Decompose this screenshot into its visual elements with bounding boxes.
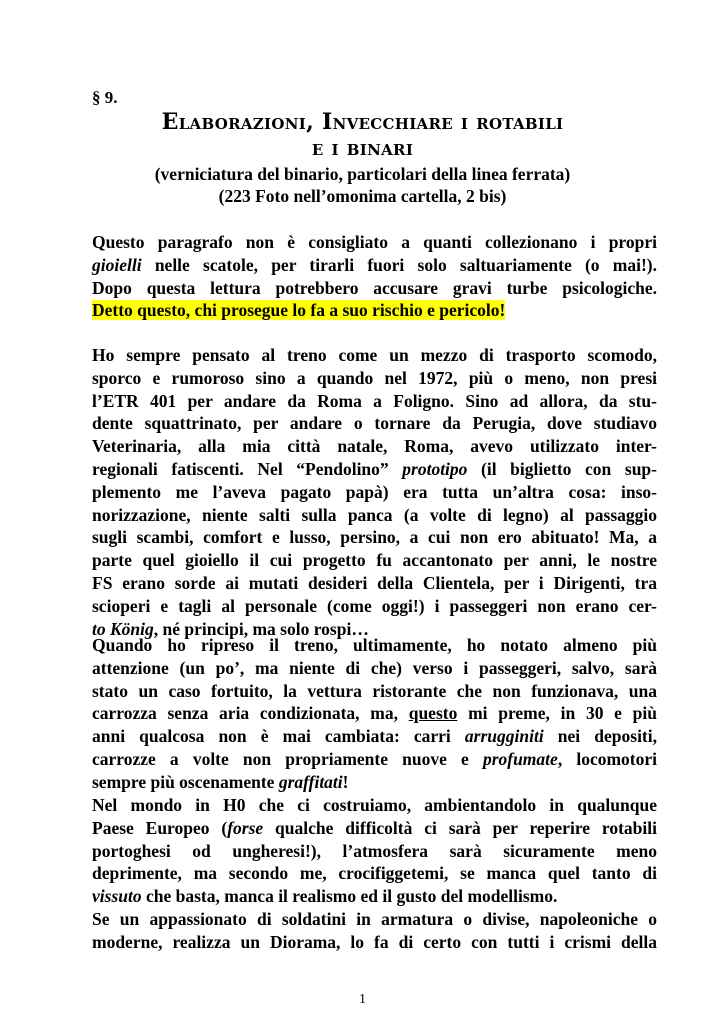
text-line: Questo paragrafo non è consigliato a quanti collezionano i propri [92, 232, 657, 252]
text-line: attenzione (un po’, ma niente di che) verso i passeggeri, salvo, sarà [92, 657, 657, 678]
subtitle-line-1: (verniciatura del binario, particolari della linea ferrata) [154, 164, 571, 184]
paragraph-warning [92, 231, 657, 322]
text-line: scioperi e tagli al personale (come oggi!) i passeggeri non erano cer- [92, 595, 657, 616]
highlighted-warning: Detto questo, chi prosegue lo fa a suo rischio e pericolo! [92, 300, 506, 321]
text-line [92, 771, 657, 794]
text-fragment: , né principi, ma solo rospi… [153, 618, 369, 639]
text-line: dente squattrinato, per andare o tornare da Perugia, dove studiavo [92, 413, 657, 434]
text-line: FS erano sorde ai mutati desideri della Clientela, per i Dirigenti, tra [92, 572, 657, 593]
text-line: sugli scambi, comfort e lusso, persino, a cui non ero abituato! Ma, a [92, 527, 657, 548]
emphasis-text: vissuto [92, 886, 142, 907]
text-line [92, 725, 657, 748]
underlined-text: questo [408, 703, 458, 724]
paragraph-memories [92, 344, 657, 640]
paragraph-recent-trip [92, 634, 657, 794]
text-line: Nel mondo in H0 che ci costruiamo, ambientandolo in qualunque [92, 795, 657, 815]
paragraph-h0-world [92, 794, 657, 908]
chapter-title-line-1: Elaborazioni, Invecchiare i rotabili [161, 109, 564, 135]
section-number: § 9. [92, 88, 118, 107]
emphasis-text: to König [92, 618, 154, 639]
text-fragment: Paese Europeo ( [92, 817, 228, 838]
text-line: parte quel gioiello il cui progetto fu accantonato per anni, le nostre [92, 550, 657, 571]
page-number: 1 [359, 992, 366, 1007]
emphasis-text: forse [227, 817, 264, 838]
text-line [92, 817, 657, 840]
text-fragment: nei depositi, [543, 726, 657, 747]
text-line: Dopo questa lettura potrebbero accusare gravi turbe psicologiche. [92, 277, 657, 298]
text-line: stato un caso fortuito, la vettura ristorante che non funzionava, una [92, 680, 657, 701]
text-fragment: sempre più oscenamente [92, 771, 279, 792]
text-fragment: carrozza senza aria condizionata, ma, [92, 703, 409, 724]
text-line [92, 299, 657, 322]
text-line: Se un appassionato di soldatini in armatura o divise, napoleoniche o [92, 909, 657, 929]
text-fragment: qualche difficoltà ci sarà per reperire rotabili [263, 817, 657, 838]
text-line: l’ETR 401 per andare da Roma a Foligno. Sino ad allora, da stu- [92, 390, 657, 411]
subtitle-line-2: (223 Foto nell’omonima cartella, 2 bis) [218, 186, 507, 206]
text-fragment: ! [342, 771, 349, 792]
text-line: sporco e rumoroso sino a quando nel 1972, più o meno, non presi [92, 367, 657, 388]
text-fragment: , locomotori [557, 748, 657, 769]
text-fragment: carrozze a volte non propriamente nuove e [92, 748, 483, 769]
text-line: deprimente, ma secondo me, crocifiggetemi, se manca quel tanto di [92, 863, 657, 884]
emphasis-text: arrugginiti [464, 726, 544, 747]
text-line [92, 885, 657, 908]
text-line: Veterinaria, alla mia città natale, Roma, avevo utilizzato inter- [92, 436, 657, 457]
text-fragment: che basta, manca il realismo ed il gusto del modellismo. [141, 886, 558, 907]
emphasis-text: gioielli [92, 254, 142, 275]
text-line: Quando ho ripreso il treno, ultimamente, ho notato almeno più [92, 635, 657, 655]
text-line: moderne, realizza un Diorama, lo fa di certo con tutti i crismi della [92, 931, 657, 952]
emphasis-text: prototipo [402, 458, 468, 479]
emphasis-text: graffitati [278, 771, 343, 792]
text-fragment: (il biglietto con sup- [467, 458, 657, 479]
paragraph-diorama [92, 908, 657, 954]
emphasis-text: profumate [482, 748, 558, 769]
text-line: norizzazione, niente salti sulla panca (a volte di legno) al passaggio [92, 504, 657, 525]
text-line: plemento me l’aveva pagato papà) era tutta un’altra cosa: inso- [92, 481, 657, 502]
text-line: portoghesi od ungheresi!), l’atmosfera sarà sicuramente meno [92, 840, 657, 861]
text-line: Ho sempre pensato al treno come un mezzo di trasporto scomodo, [92, 345, 657, 365]
text-fragment: nelle scatole, per tirarli fuori solo saltuariamente (o mai!). [141, 254, 657, 275]
text-fragment: regionali fatiscenti. Nel “Pendolino” [92, 458, 403, 479]
text-line [92, 458, 657, 481]
chapter-title-line-2: e i binari [311, 135, 414, 161]
text-line [92, 702, 657, 725]
text-line [92, 254, 657, 277]
text-fragment: mi preme, in 30 e più [457, 703, 657, 724]
text-line [92, 748, 657, 771]
text-fragment: anni qualcosa non è mai cambiata: carri [92, 726, 465, 747]
